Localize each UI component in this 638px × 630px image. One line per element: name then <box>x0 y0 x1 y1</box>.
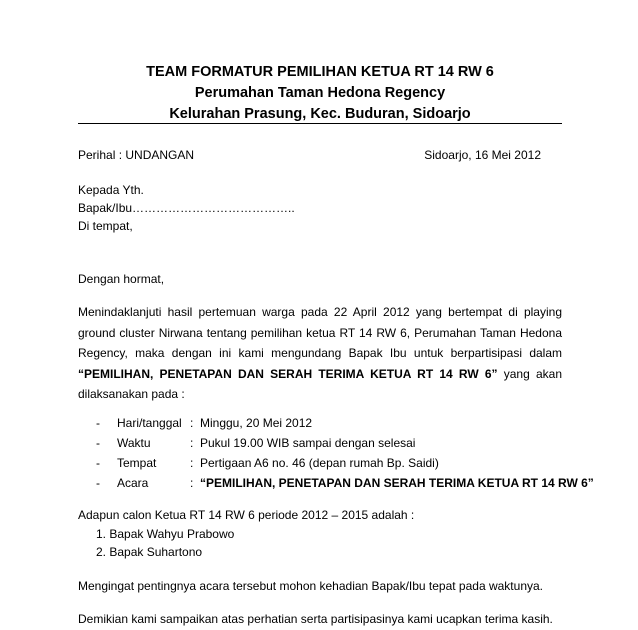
detail-value: Pertigaan A6 no. 46 (depan rumah Bp. Saidi) <box>200 456 439 470</box>
detail-dash: - <box>96 456 100 470</box>
detail-dash: - <box>96 436 100 450</box>
detail-value: Pukul 19.00 WIB sampai dengan selesai <box>200 436 416 450</box>
detail-label: Tempat <box>117 456 157 470</box>
detail-dash: - <box>96 476 100 490</box>
header-address: Kelurahan Prasung, Kec. Buduran, Sidoarjo <box>169 106 471 122</box>
detail-colon: : <box>190 456 194 470</box>
place-date: Sidoarjo, 16 Mei 2012 <box>424 148 541 162</box>
greeting: Dengan hormat, <box>78 272 165 286</box>
detail-row-event <box>78 473 594 493</box>
intro-text: Menindaklanjuti hasil pertemuan warga pada 22 April 2012 yang bertempat di playing ground cluster Nirwana tentang pemilihan ketua RT 14 RW 6, Perumahan Taman Hedona Regency, maka dengan ini kami mengundang Bapak Ibu untuk berpartisipasi dalam <box>78 305 562 360</box>
candidate-item: 2. Bapak Suhartono <box>96 545 203 559</box>
detail-row-place <box>78 453 578 473</box>
reminder-text: Mengingat pentingnya acara tersebut mohon kehadian Bapak/Ibu tepat pada waktunya. <box>78 579 543 593</box>
letter-header <box>78 62 562 125</box>
header-title: TEAM FORMATUR PEMILIHAN KETUA RT 14 RW 6 <box>146 64 494 80</box>
detail-label: Waktu <box>117 436 151 450</box>
detail-row-date <box>78 413 578 433</box>
recipient-location: Di tempat, <box>78 219 133 233</box>
detail-label: Hari/tanggal <box>117 416 182 430</box>
detail-colon: : <box>190 476 194 490</box>
intro-tail: yang akan dilaksanakan pada : <box>78 366 562 401</box>
detail-value: “PEMILIHAN, PENETAPAN DAN SERAH TERIMA KETUA RT 14 RW 6” <box>200 476 594 490</box>
detail-label: Acara <box>117 476 149 490</box>
intro-paragraph <box>78 302 562 405</box>
closing-text: Demikian kami sampaikan atas perhatian serta partisipasinya kami ucapkan terima kasih. <box>78 612 553 626</box>
event-name: “PEMILIHAN, PENETAPAN DAN SERAH TERIMA KETUA RT 14 RW 6” <box>78 366 498 381</box>
candidates-intro: Adapun calon Ketua RT 14 RW 6 periode 2012 – 2015 adalah : <box>78 508 415 522</box>
detail-row-time <box>78 433 578 453</box>
detail-colon: : <box>190 436 194 450</box>
header-subtitle: Perumahan Taman Hedona Regency <box>194 85 446 101</box>
subject-line: Perihal : UNDANGAN <box>78 148 195 162</box>
recipient-name: Bapak/Ibu………………………………….. <box>78 201 295 215</box>
header-divider <box>78 123 562 124</box>
detail-colon: : <box>190 416 194 430</box>
candidate-item: 1. Bapak Wahyu Prabowo <box>96 527 235 541</box>
detail-dash: - <box>96 416 100 430</box>
recipient-salutation: Kepada Yth. <box>78 183 144 197</box>
detail-value: Minggu, 20 Mei 2012 <box>200 416 313 430</box>
